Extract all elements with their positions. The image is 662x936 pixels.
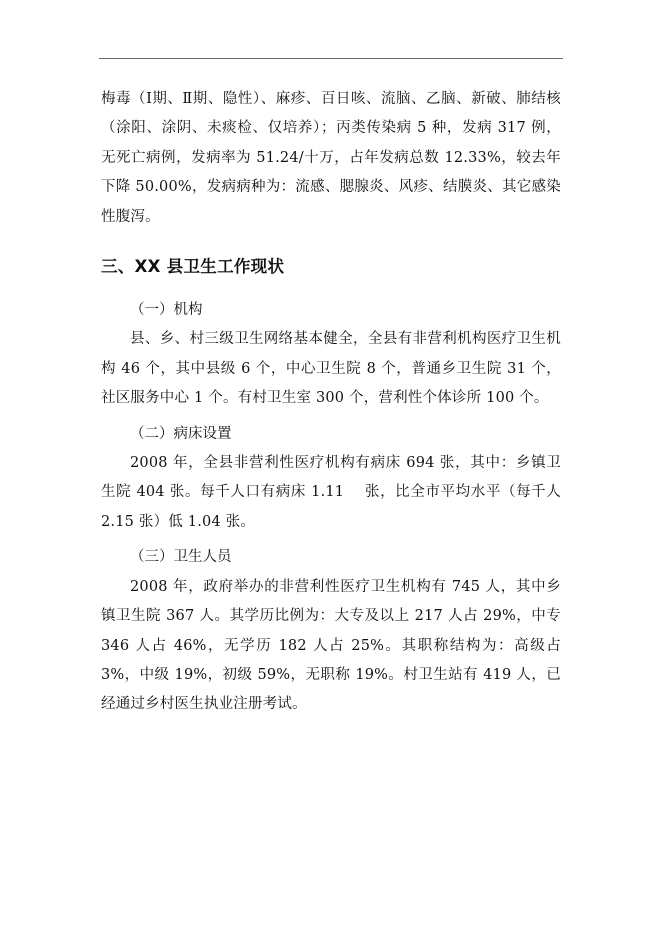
- intro-paragraph: 梅毒（Ⅰ期、Ⅱ期、隐性）、麻疹、百日咳、流脑、乙脑、新破、肺结核（涂阳、涂阴、未痰检、仅培养）；丙类传染病 5 种，发病 317 例，无死亡病例，发病率为 51.24/十万，占年发病总数 12.33%，较去年下降 50.00%，发病病种为：流感、腮腺炎、风疹、结膜炎、其它感染性腹泻。: [101, 91, 561, 225]
- subsection-text-staff: 2008 年，政府举办的非营利性医疗卫生机构有 745 人，其中乡镇卫生院 367 人。其学历比例为：大专及以上 217 人占 29%，中专 346 人占 46%，无学历 182 人占 25%。其职称结构为：高级占 3%，中级 19%，初级 59%，无职称 19%。村卫生站有 419 人，已经通过乡村医生执业注册考试。: [101, 578, 561, 713]
- subsection-staff: [101, 543, 561, 719]
- subsection-institutions: [101, 296, 561, 414]
- subsection-beds: [101, 420, 561, 538]
- document-body: [101, 85, 561, 720]
- subsection-text-institutions: 县、乡、村三级卫生网络基本健全，全县有非营利机构医疗卫生机构 46 个，其中县级 6 个，中心卫生院 8 个，普通乡卫生院 31 个，社区服务中心 1 个。有村卫生室 300 个，营利性个体诊所 100 个。: [101, 331, 561, 407]
- subsection-heading-beds: （二）病床设置: [130, 425, 232, 442]
- section-heading: 三、XX 县卫生工作现状: [101, 257, 285, 277]
- subsection-text-beds: 2008 年，全县非营利性医疗机构有病床 694 张，其中：乡镇卫生院 404 张。每千人口有病床 1.11 张，比全市平均水平（每千人 2.15 张）低 1.04 张。: [101, 455, 561, 530]
- header-rule: [99, 58, 563, 59]
- subsection-heading-institutions: （一）机构: [130, 302, 203, 319]
- subsection-heading-staff: （三）卫生人员: [130, 549, 232, 566]
